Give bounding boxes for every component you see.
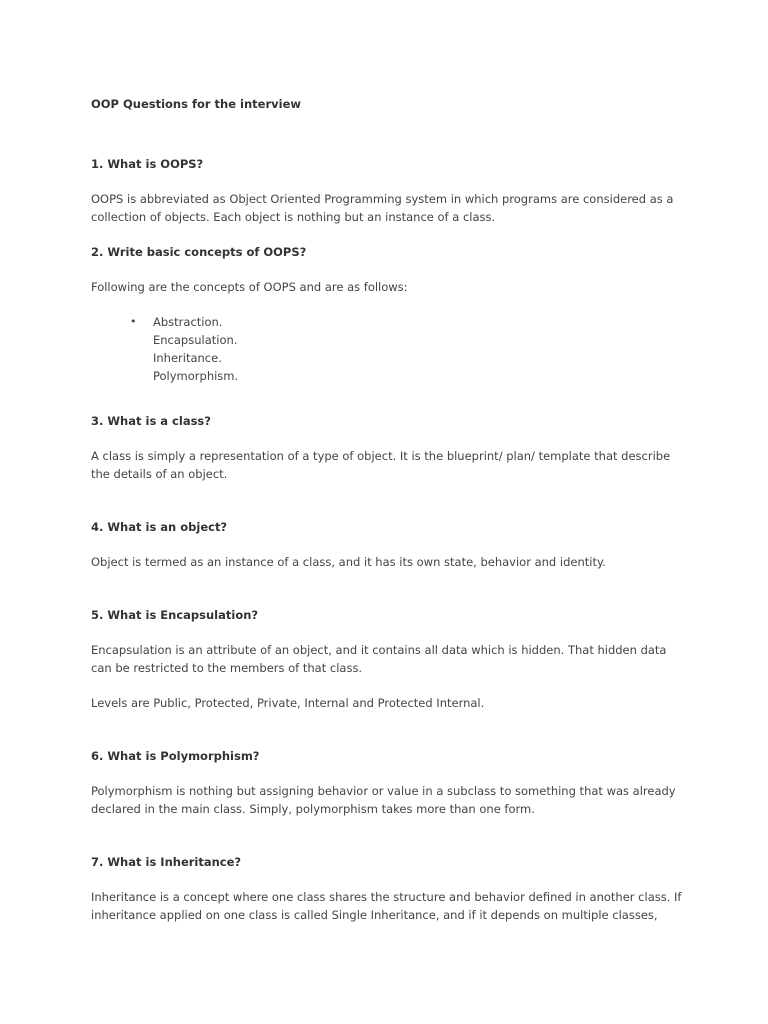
answer-2-paragraph: Following are the concepts of OOPS and are as follows: [91,280,408,294]
question-2-heading: 2. Write basic concepts of OOPS? [91,245,307,259]
document-title: OOP Questions for the interview [91,97,301,111]
answer-3-paragraph: A class is simply a representation of a type of object. It is the blueprint/ plan/ template that describe the details of an object. [91,449,671,481]
answer-4-paragraph: Object is termed as an instance of a class, and it has its own state, behavior and identity. [91,555,606,569]
answer-7-paragraph: Inheritance is a concept where one class shares the structure and behavior defined in another class. If inheritance applied on one class is called Single Inheritance, and if it depends on multiple classes, [91,890,682,922]
list-item: Abstraction. [153,315,223,329]
document-body [91,95,691,941]
answer-6-paragraph: Polymorphism is nothing but assigning behavior or value in a subclass to something that was already declared in the main class. Simply, polymorphism takes more than one form. [91,784,676,816]
question-3-heading: 3. What is a class? [91,414,211,428]
list-item: Inheritance. [153,351,222,365]
answer-1-paragraph: OOPS is abbreviated as Object Oriented Programming system in which programs are considered as a collection of objects. Each object is nothing but an instance of a class. [91,192,674,224]
bullet-icon: • [130,315,137,328]
question-5-heading: 5. What is Encapsulation? [91,608,259,622]
oops-concepts-list [91,313,691,385]
list-item: Encapsulation. [153,333,238,347]
question-4-heading: 4. What is an object? [91,520,228,534]
list-item: Polymorphism. [153,369,239,383]
question-6-heading: 6. What is Polymorphism? [91,749,260,763]
answer-5-levels-paragraph: Levels are Public, Protected, Private, Internal and Protected Internal. [91,696,485,710]
question-1-heading: 1. What is OOPS? [91,157,204,171]
question-7-heading: 7. What is Inheritance? [91,855,242,869]
answer-5-paragraph: Encapsulation is an attribute of an object, and it contains all data which is hidden. That hidden data can be restricted to the members of that class. [91,643,667,675]
